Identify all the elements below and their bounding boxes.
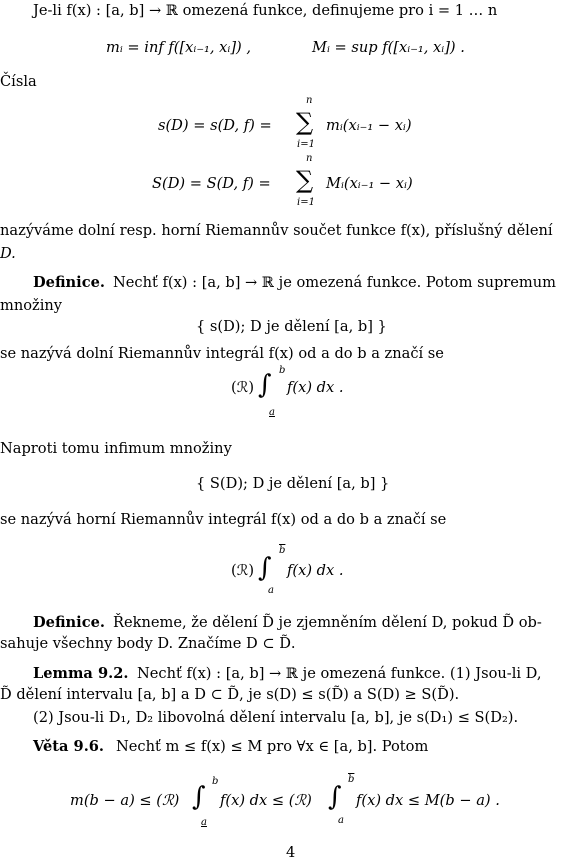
definition1-line2: množiny: [0, 297, 63, 314]
m-definition: mᵢ = inf f([xᵢ₋₁, xᵢ]) ,: [106, 39, 252, 56]
upper-sum-lhs: S(D) = S(D, f) =: [152, 175, 271, 192]
cisla-label: Čísla: [0, 73, 37, 90]
upper-integral-body: f(x) dx .: [287, 562, 344, 579]
upper-integral-lower: a: [268, 585, 274, 596]
lower-integral-body: f(x) dx .: [287, 379, 344, 396]
lower-sum-rhs: mᵢ(xᵢ₋₁ − xᵢ): [326, 117, 412, 134]
definition2-line2: sahuje všechny body D. Značíme D ⊂ D̃.: [0, 635, 296, 652]
upper-integral-sign: ∫: [258, 553, 272, 583]
theorem-upper-integral-lower: a: [338, 815, 344, 826]
lower-integral-lower: a: [269, 407, 275, 418]
lemma-line2: D̃ dělení intervalu [a, b] a D ⊂ D̃, je s(D) ≤ s(D̃) a S(D) ≥ S(D̃).: [0, 686, 460, 703]
sums-caption-end: D.: [0, 245, 16, 262]
lower-integral-prefix: (ℛ): [231, 379, 255, 396]
sum1-sigma: ∑: [296, 108, 314, 136]
upper-set: { S(D); D je dělení [a, b] }: [196, 475, 390, 492]
theorem-title: Věta 9.6.: [33, 738, 105, 755]
definition2-title: Definice.: [33, 614, 105, 631]
lower-integral-upper: b: [279, 365, 286, 376]
theorem-line1: Nechť m ≤ f(x) ≤ M pro ∀x ∈ [a, b]. Potom: [116, 738, 429, 755]
sum2-lower: i=1: [297, 197, 315, 208]
M-definition: Mᵢ = sup f([xᵢ₋₁, xᵢ]) .: [312, 39, 465, 56]
page-number: 4: [286, 844, 296, 861]
theorem-upper-integral-upper: $\overline{b}$: [348, 774, 355, 785]
definition1-line3: se nazývá dolní Riemannův integrál f(x) od a do b a značí se: [0, 345, 444, 362]
theorem-formula-left: m(b − a) ≤ (ℛ): [70, 792, 180, 809]
intro-line: Je-li f(x) : [a, b] → ℝ omezená funkce, definujeme pro i = 1 … n: [33, 2, 498, 19]
upper-integral-prefix: (ℛ): [231, 562, 255, 579]
theorem-lower-integral-lower: a: [201, 817, 207, 828]
theorem-lower-integral-sign: ∫: [192, 782, 206, 812]
lower-sum-lhs: s(D) = s(D, f) =: [158, 117, 272, 134]
sum1-lower: i=1: [297, 139, 315, 150]
theorem-lower-integral-upper: b: [212, 776, 219, 787]
definition2-line1: Řekneme, že dělení D̃ je zjemněním dělení D, pokud D̃ ob-: [113, 614, 542, 631]
theorem-formula-right: f(x) dx ≤ M(b − a) .: [356, 792, 500, 809]
lemma-title: Lemma 9.2.: [33, 665, 129, 682]
lower-integral-sign: ∫: [258, 370, 272, 400]
lower-set: { s(D); D je dělení [a, b] }: [196, 318, 387, 335]
infimum-line2: se nazývá horní Riemannův integrál f(x) od a do b a značí se: [0, 511, 447, 528]
sum2-upper: n: [306, 153, 313, 164]
sum2-sigma: ∑: [296, 166, 314, 194]
theorem-upper-integral-sign: ∫: [328, 782, 342, 812]
sums-caption: nazýváme dolní resp. horní Riemannův součet funkce f(x), příslušný dělení: [0, 222, 553, 239]
definition1-line1: Nechť f(x) : [a, b] → ℝ je omezená funkce. Potom supremum: [113, 274, 556, 291]
theorem-formula-mid: f(x) dx ≤ (ℛ): [220, 792, 312, 809]
lemma-line3: (2) Jsou-li D₁, D₂ libovolná dělení intervalu [a, b], je s(D₁) ≤ S(D₂).: [33, 709, 519, 726]
definition1-title: Definice.: [33, 274, 105, 291]
upper-integral-upper: $\overline{b}$: [279, 545, 286, 556]
sum1-upper: n: [306, 95, 313, 106]
lemma-line1: Nechť f(x) : [a, b] → ℝ je omezená funkce. (1) Jsou-li D,: [137, 665, 542, 682]
upper-sum-rhs: Mᵢ(xᵢ₋₁ − xᵢ): [326, 175, 413, 192]
infimum-line1: Naproti tomu infimum množiny: [0, 440, 232, 457]
